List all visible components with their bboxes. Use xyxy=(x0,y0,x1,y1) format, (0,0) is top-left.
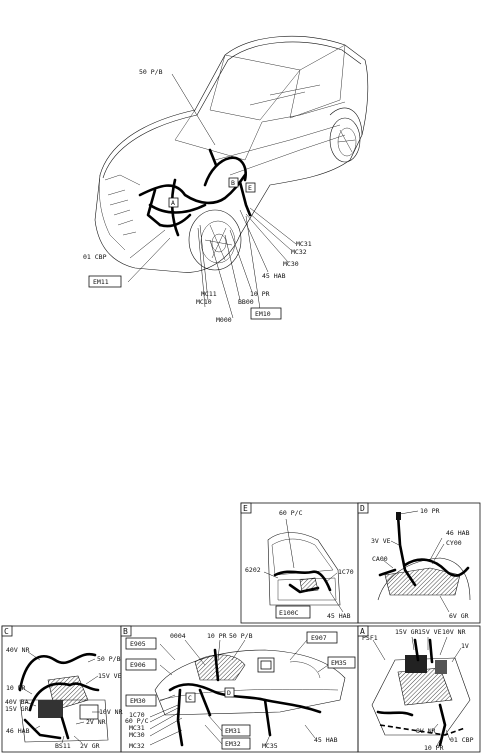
panel-b-tag: B xyxy=(123,627,128,636)
panel-e xyxy=(241,503,358,623)
panel-a-label-10pr: 10 PR xyxy=(424,744,444,752)
panel-a-label-8vnr: 8V NR xyxy=(416,727,436,735)
panel-a-label-15vve: 15V VE xyxy=(418,628,442,636)
panel-c-tag: C xyxy=(4,627,9,636)
point-d-label: D xyxy=(227,689,231,697)
panel-b-box-em35: EM35 xyxy=(331,659,347,667)
panel-b-box-em32: EM32 xyxy=(225,740,241,748)
panel-d-label-3vve: 3V VE xyxy=(371,537,391,545)
panel-b-label-10pr: 10 PR xyxy=(207,632,227,640)
main-label-10pr: 10 PR xyxy=(250,290,270,298)
panel-d-label-ca00: CA00 xyxy=(372,555,388,563)
main-label-m000: M000 xyxy=(216,316,232,324)
panel-c-label-46hab: 46 HAB xyxy=(6,727,30,735)
panel-e-label-6202: 6202 xyxy=(245,566,261,574)
panel-d-label-46hab: 46 HAB xyxy=(446,529,470,537)
panel-b-label-mc32: MC32 xyxy=(129,742,145,750)
panel-c xyxy=(2,626,123,752)
panel-b-box-e906: E906 xyxy=(130,661,146,669)
panel-a-label-10vnr: 10V NR xyxy=(442,628,466,636)
panel-e-label-60pc: 60 P/C xyxy=(279,509,303,517)
panel-d-label-cy00: CY00 xyxy=(446,539,462,547)
panel-e-box-e100c: E100C xyxy=(279,609,299,617)
panel-b-box-em30: EM30 xyxy=(130,697,146,705)
car-main-view xyxy=(83,36,368,324)
panel-b-box-e905: E905 xyxy=(130,640,146,648)
panel-e-label-1c70: 1C70 xyxy=(338,568,354,576)
panel-d-tag: D xyxy=(360,504,365,513)
panel-a-label-15vgr: 15V GR xyxy=(395,628,419,636)
panel-b-box-em31: EM31 xyxy=(225,727,241,735)
main-label-mc11: MC11 xyxy=(201,290,217,298)
panel-c-label-15vve: 15V VE xyxy=(98,672,122,680)
panel-c-label-bs11: BS11 xyxy=(55,742,71,750)
panel-b-label-60pc: 60 P/C xyxy=(125,717,149,725)
panel-e-tag: E xyxy=(243,504,248,513)
main-label-45hab: 45 HAB xyxy=(262,272,286,280)
panel-b-label-1c70: 1C70 xyxy=(129,711,145,719)
panel-c-label-10vnr: 10V NR xyxy=(99,708,123,716)
panel-b xyxy=(121,626,358,752)
main-label-bb00: BB00 xyxy=(238,298,254,306)
panel-c-label-40vba: 40V BA xyxy=(5,698,29,706)
main-label-mc31: MC31 xyxy=(296,240,312,248)
point-a-label: A xyxy=(171,199,175,207)
panel-b-label-mc30: MC30 xyxy=(129,731,145,739)
panel-d xyxy=(358,503,480,623)
panel-b-label-50pb: 50 P/B xyxy=(229,632,253,640)
panel-a-label-1v: 1V xyxy=(461,642,469,650)
main-label-mc32: MC32 xyxy=(291,248,307,256)
main-box-em10: EM10 xyxy=(255,310,271,318)
main-label-mc10: MC10 xyxy=(196,298,212,306)
panel-a xyxy=(358,626,480,752)
panel-b-label-mc35: MC35 xyxy=(262,742,278,750)
panel-b-label-0004: 0004 xyxy=(170,632,186,640)
point-c-label: C xyxy=(188,694,192,702)
panel-b-box-e907: E907 xyxy=(311,634,327,642)
panel-a-tag: A xyxy=(360,627,365,636)
panel-b-label-45hab: 45 HAB xyxy=(314,736,338,744)
panel-b-label-mc31: MC31 xyxy=(129,724,145,732)
main-label-mc30: MC30 xyxy=(283,260,299,268)
panel-c-label-2vnr: 2V NR xyxy=(86,718,106,726)
panel-e-label-45hab: 45 HAB xyxy=(327,612,351,620)
main-label-01cbp: 01 CBP xyxy=(83,253,107,261)
panel-c-label-50pb: 50 P/B xyxy=(97,655,121,663)
panel-a-label-01cbp: 01 CBP xyxy=(450,736,474,744)
main-label-50pb: 50 P/B xyxy=(139,68,163,76)
panel-c-label-10pr: 10 PR xyxy=(6,684,26,692)
panel-d-label-6vgr: 6V GR xyxy=(449,612,469,620)
panel-c-label-2vgr: 2V GR xyxy=(80,742,100,750)
panel-c-label-15vgr: 15V GR xyxy=(5,705,29,713)
panel-c-label-40vnr: 40V NR xyxy=(6,646,30,654)
panel-a-label-psf1: PSF1 xyxy=(362,634,378,642)
main-box-em11: EM11 xyxy=(93,278,109,286)
point-b-label: B xyxy=(231,179,235,187)
panel-d-label-10pr: 10 PR xyxy=(420,507,440,515)
point-e-label: E xyxy=(248,184,252,192)
